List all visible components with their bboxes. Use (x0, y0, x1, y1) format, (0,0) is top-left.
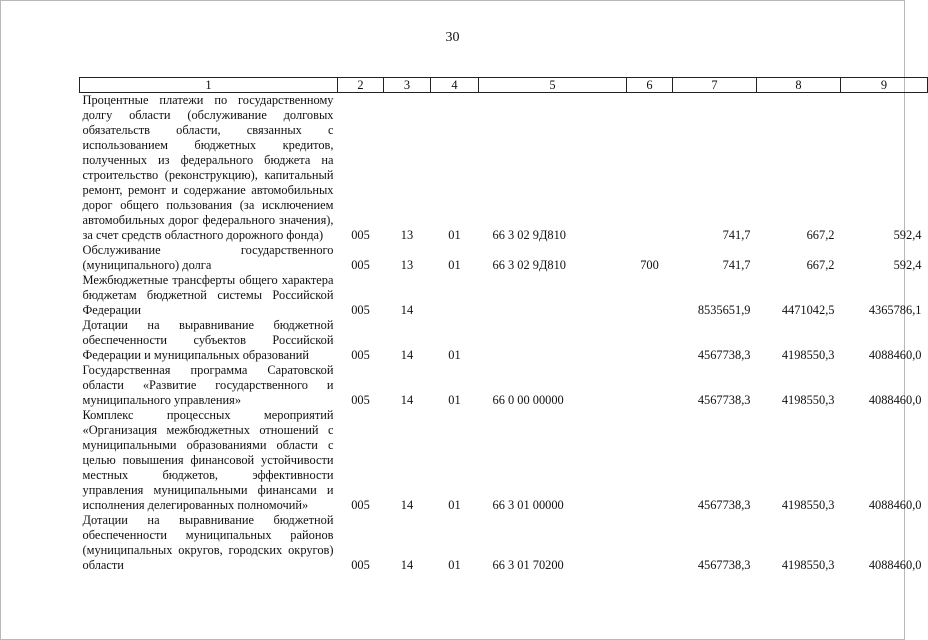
column-header-2: 2 (338, 78, 384, 93)
ministry-code: 005 (351, 393, 370, 407)
expense-type-code (627, 318, 673, 363)
expense-type-code (627, 93, 673, 244)
ministry-code: 005 (351, 498, 370, 512)
amount-year-2: 4198550,3 (781, 498, 835, 512)
column-header-5: 5 (479, 78, 627, 93)
target-article-code (479, 273, 627, 318)
row-name: Государственная программа Саратовской области «Развитие государственного и муниципального управления» (82, 363, 334, 407)
row-name: Комплекс процессных мероприятий «Организация межбюджетных отношений с муниципальными образованиями области с целью повышения финансовой устойчивости местных бюджетов, эффективности управления муниципальными финансами и исполнения делегированных полномочий» (82, 408, 334, 512)
subsection-code: 01 (448, 228, 461, 242)
amount-year-3: 4088460,0 (868, 498, 922, 512)
page-number: 30 (445, 30, 460, 45)
column-header-9: 9 (841, 78, 928, 93)
column-header-8: 8 (757, 78, 841, 93)
column-header-3: 3 (384, 78, 431, 93)
section-code: 14 (400, 348, 414, 362)
budget-table (79, 77, 928, 573)
table-row (80, 318, 928, 363)
ministry-code: 005 (351, 258, 370, 272)
section-code: 14 (400, 393, 414, 407)
amount-year-1: 4567738,3 (697, 498, 751, 512)
row-name: Дотации на выравнивание бюджетной обеспеченности муниципальных районов (муниципальных округов, городских округов) области (82, 513, 334, 572)
amount-year-3: 4088460,0 (868, 558, 922, 572)
subsection-code: 01 (448, 498, 461, 512)
target-article-code (479, 318, 627, 363)
table-row (80, 243, 928, 273)
table-row (80, 408, 928, 513)
subsection-code: 01 (448, 258, 461, 272)
subsection-code (431, 273, 479, 318)
column-header-1: 1 (80, 78, 338, 93)
subsection-code: 01 (448, 393, 461, 407)
column-number-header-row (80, 78, 928, 93)
amount-year-2: 667,2 (806, 228, 835, 242)
target-article-code: 66 0 00 00000 (492, 393, 564, 407)
table-row (80, 93, 928, 244)
amount-year-1: 4567738,3 (697, 393, 751, 407)
column-header-4: 4 (431, 78, 479, 93)
target-article-code: 66 3 02 9Д810 (492, 228, 567, 242)
expense-type-code (627, 363, 673, 408)
target-article-code: 66 3 01 70200 (492, 558, 564, 572)
subsection-code: 01 (448, 558, 461, 572)
amount-year-2: 667,2 (806, 258, 835, 272)
expense-type-code: 700 (640, 258, 659, 272)
ministry-code: 005 (351, 348, 370, 362)
amount-year-2: 4198550,3 (781, 348, 835, 362)
expense-type-code (627, 408, 673, 513)
column-header-7: 7 (673, 78, 757, 93)
section-code: 13 (400, 258, 414, 272)
expense-type-code (627, 513, 673, 573)
section-code: 14 (400, 498, 414, 512)
ministry-code: 005 (351, 303, 370, 317)
amount-year-2: 4198550,3 (781, 558, 835, 572)
subsection-code: 01 (448, 348, 461, 362)
amount-year-1: 8535651,9 (697, 303, 751, 317)
amount-year-3: 592,4 (893, 228, 922, 242)
column-header-6: 6 (627, 78, 673, 93)
amount-year-2: 4471042,5 (781, 303, 835, 317)
amount-year-1: 4567738,3 (697, 348, 751, 362)
amount-year-1: 741,7 (722, 228, 751, 242)
ministry-code: 005 (351, 228, 370, 242)
section-code: 13 (400, 228, 414, 242)
section-code: 14 (400, 558, 414, 572)
row-name: Обслуживание государственного (муниципального) долга (82, 243, 334, 272)
table-row (80, 513, 928, 573)
target-article-code: 66 3 02 9Д810 (492, 258, 567, 272)
amount-year-3: 4365786,1 (868, 303, 922, 317)
table-row (80, 273, 928, 318)
section-code: 14 (400, 303, 414, 317)
ministry-code: 005 (351, 558, 370, 572)
amount-year-3: 4088460,0 (868, 348, 922, 362)
amount-year-1: 741,7 (722, 258, 751, 272)
row-name: Межбюджетные трансферты общего характера бюджетам бюджетной системы Российской Федерации (82, 273, 334, 317)
amount-year-1: 4567738,3 (697, 558, 751, 572)
row-name: Дотации на выравнивание бюджетной обеспеченности субъектов Российской Федерации и муниципальных образований (82, 318, 334, 362)
target-article-code: 66 3 01 00000 (492, 498, 564, 512)
amount-year-2: 4198550,3 (781, 393, 835, 407)
row-name: Процентные платежи по государственному долгу области (обслуживание долговых обязательств области, связанных с использованием бюджетных кредитов, полученных из федерального бюджета на строительство (реконструкцию), капитальный ремонт, ремонт и содержание автомобильных дорог общего пользования (за исключением автомобильных дорог федерального значения), за счет средств областного дорожного фонда) (82, 93, 334, 242)
amount-year-3: 4088460,0 (868, 393, 922, 407)
table-row (80, 363, 928, 408)
amount-year-3: 592,4 (893, 258, 922, 272)
expense-type-code (627, 273, 673, 318)
